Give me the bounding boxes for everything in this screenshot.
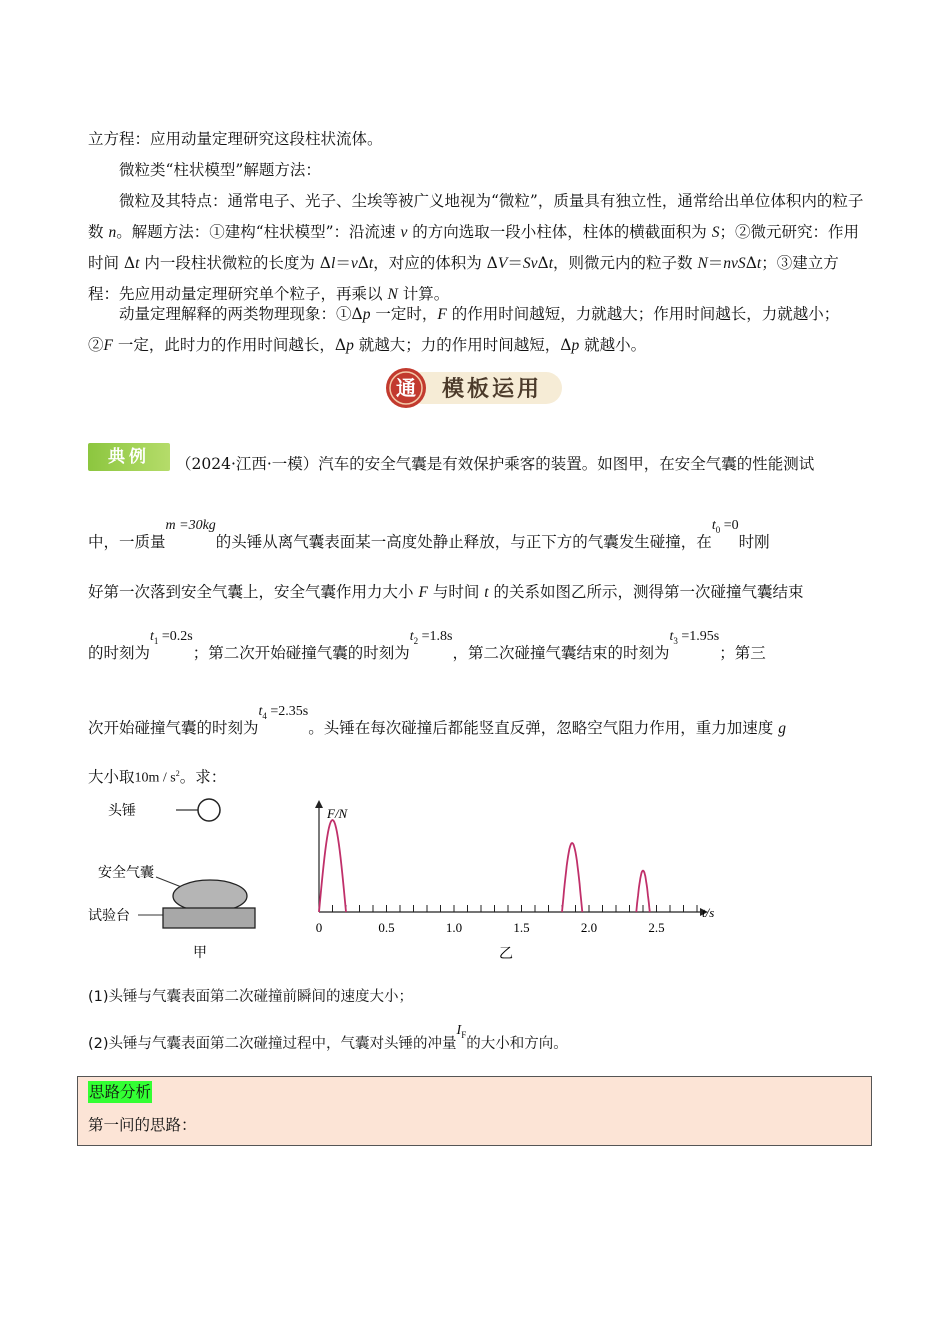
- x-tick-label: 1.5: [513, 920, 530, 935]
- text-run: ＝: [507, 254, 523, 272]
- text-run: 。求：: [179, 768, 227, 786]
- t2-symbol: t: [409, 629, 414, 644]
- symbol-g: g: [778, 720, 786, 737]
- airbag-ellipse: [173, 880, 247, 912]
- example-line-1: [176, 452, 950, 474]
- symbol-S: S: [711, 224, 720, 241]
- t1-subscript: 1: [153, 636, 159, 646]
- text-run: 动量定理解释的两类物理现象：①Δ: [119, 305, 363, 323]
- analysis-text: 第一问的思路：: [88, 1116, 197, 1134]
- text-run: 的时刻为: [88, 644, 151, 662]
- t0-value: =0: [720, 518, 739, 533]
- text-run: ；②微元研究：作用时间 Δ: [88, 223, 859, 272]
- text-run: 的大小和方向。: [466, 1036, 568, 1052]
- text-run: Δ: [745, 254, 757, 272]
- text-run: 次开始碰撞气囊的时刻为: [88, 719, 259, 737]
- symbol-t: t: [756, 255, 762, 272]
- symbol-N: N: [387, 286, 398, 303]
- hammer-circle: [198, 799, 220, 821]
- t4-formula: [259, 704, 309, 720]
- symbol-N: N: [697, 255, 708, 272]
- t2-value: =1.8s: [418, 629, 453, 644]
- t4-symbol: t: [258, 704, 263, 719]
- text-run: ，第二次碰撞气囊结束的时刻为: [452, 644, 670, 662]
- paragraph-3: [88, 186, 864, 310]
- symbol-V: V: [497, 255, 508, 272]
- question-2: [88, 1023, 868, 1053]
- impulse-symbol: [457, 1023, 467, 1039]
- example-badge: 典例: [88, 443, 170, 471]
- figure-yi-chart: [300, 790, 740, 970]
- question-1-text: (1)头锤与气囊表面第二次碰撞前瞬间的速度大小；: [88, 989, 414, 1005]
- symbol-F: F: [103, 337, 113, 354]
- symbol-t: t: [368, 255, 374, 272]
- example-line-3: [88, 580, 868, 602]
- impulse-I: I: [456, 1023, 462, 1038]
- label-hammer: 头锤: [108, 803, 136, 819]
- paragraph-1: [88, 124, 864, 155]
- symbol-v: v: [350, 255, 358, 272]
- symbol-Sv: Sv: [522, 255, 538, 272]
- symbol-t: t: [484, 584, 489, 601]
- text-run: ；③建立方程：先应用动量定理研究单个粒子，再乘以: [88, 254, 839, 303]
- example-line-6: [88, 765, 868, 787]
- text-run: Δ: [537, 254, 549, 272]
- text-run: 的方向选取一段小柱体，柱体的横截面积为: [407, 223, 712, 241]
- text-run: 大小取: [88, 768, 135, 786]
- t3-subscript: 3: [673, 636, 678, 646]
- gravity-value-text: 10m / s: [134, 771, 176, 786]
- t1-value: =0.2s: [158, 629, 193, 644]
- chart-ticks: [316, 905, 697, 935]
- label-airbag: 安全气囊: [98, 865, 154, 881]
- text-run: ＝: [707, 254, 724, 272]
- paragraph-4: [88, 299, 864, 361]
- x-tick-label: 0: [315, 920, 323, 935]
- text-run: ，则微元内的粒子数: [553, 254, 698, 272]
- text-run: 时刚: [738, 533, 770, 551]
- example-line-5: [88, 704, 868, 738]
- figure-yi-caption: 乙: [499, 946, 513, 962]
- text-run: (2)头锤与气囊表面第二次碰撞过程中，气囊对头锤的冲量: [88, 1036, 457, 1052]
- chart-pulses: [319, 820, 650, 912]
- text-run: 就越小。: [579, 336, 647, 354]
- t3-formula: [670, 629, 720, 645]
- question-1: [88, 985, 868, 1006]
- gravity-exponent: 2: [175, 769, 180, 779]
- symbol-F: F: [437, 306, 447, 323]
- banner-circle-char: 通: [396, 376, 416, 400]
- figure-jia: [88, 790, 268, 965]
- text-run: 与时间: [427, 583, 485, 601]
- symbol-nvS: nvS: [723, 255, 746, 272]
- t0-symbol: t: [711, 518, 716, 533]
- x-axis-label: t/s: [702, 905, 715, 920]
- banner-title: 模板运用: [441, 377, 543, 402]
- paragraph-2-text: 微粒类“柱状模型”解题方法：: [119, 161, 321, 179]
- paragraph-1-text: 立方程：应用动量定理研究这段柱状流体。: [88, 130, 383, 148]
- text-run: 内一段柱状微粒的长度为 Δ: [139, 254, 331, 272]
- t3-value: =1.95s: [677, 629, 720, 644]
- symbol-F: F: [418, 584, 428, 601]
- example-line-2: [88, 518, 868, 552]
- text-run: 计算。: [397, 285, 450, 303]
- text-run: 的作用时间越短，力就越大；作用时间越长，力就越小；②: [88, 305, 840, 354]
- force-pulse: [562, 843, 582, 912]
- text-run: ＝: [335, 254, 351, 272]
- symbol-v: v: [400, 224, 408, 241]
- t2-formula: [410, 629, 453, 645]
- symbol-p: p: [362, 306, 371, 323]
- label-table: 试验台: [88, 908, 130, 924]
- t1-formula: [150, 629, 193, 645]
- paragraph-2: [88, 155, 864, 186]
- t1-symbol: t: [150, 629, 154, 644]
- figure-jia-caption: 甲: [193, 945, 207, 961]
- impulse-subscript: F: [461, 1030, 467, 1040]
- mass-formula: m =30kg: [165, 518, 216, 533]
- y-axis-arrow: [315, 800, 323, 808]
- symbol-n: n: [108, 224, 117, 241]
- analysis-title: 思路分析: [89, 1083, 152, 1101]
- text-run: 的关系如图乙所示，测得第一次碰撞气囊结束: [488, 583, 804, 601]
- t4-value: =2.35s: [266, 704, 309, 719]
- text-run: 好第一次落到安全气囊上，安全气囊作用力大小: [88, 583, 419, 601]
- x-tick-label: 0.5: [378, 920, 395, 935]
- analysis-box: [77, 1076, 872, 1146]
- text-run: ；第三: [719, 644, 766, 662]
- symbol-l: l: [331, 255, 336, 272]
- force-pulse: [319, 820, 346, 912]
- text-run: 。头锤在每次碰撞后都能竖直反弹，忽略空气阻力作用，重力加速度: [308, 719, 779, 737]
- symbol-p: p: [571, 337, 580, 354]
- section-banner: [384, 366, 564, 410]
- t3-symbol: t: [669, 629, 674, 644]
- text-run: ；第二次开始碰撞气囊的时刻为: [192, 644, 410, 662]
- test-table: [163, 908, 255, 928]
- example-line-4: [88, 629, 868, 663]
- text-run: （2024·江西·一模）汽车的安全气囊是有效保护乘客的装置。如图甲，在安全气囊的性能测试: [176, 455, 815, 473]
- gravity-value: [135, 769, 180, 787]
- text-run: 一定，此时力的作用时间越长，Δ: [112, 336, 347, 354]
- x-tick-label: 2.0: [580, 920, 598, 935]
- text-run: 中，一质量: [88, 533, 166, 551]
- text-run: 的头锤从离气囊表面某一高度处静止释放，与正下方的气囊发生碰撞，在: [215, 533, 712, 551]
- t4-subscript: 4: [262, 711, 267, 721]
- t0-subscript: 0: [715, 525, 721, 535]
- banner-graphic: [384, 366, 564, 410]
- text-run: 微粒及其特点：通常电子、光子、尘埃等被广义地视为“微粒”，质量具有独立性，通常给出单位体积内的粒子数: [88, 192, 864, 241]
- symbol-t: t: [548, 255, 553, 272]
- text-run: 。解题方法：①建构“柱状模型”：沿流速: [116, 223, 401, 241]
- t0-formula: [712, 518, 739, 534]
- x-tick-label: 1.0: [445, 920, 463, 935]
- text-run: 就越大；力的作用时间越短，Δ: [353, 336, 572, 354]
- text-run: ，对应的体积为 Δ: [373, 254, 498, 272]
- x-tick-label: 2.5: [648, 920, 665, 935]
- t2-subscript: 2: [413, 636, 419, 646]
- y-axis-label: F/N: [327, 806, 348, 821]
- text-run: Δ: [357, 254, 369, 272]
- text-run: 一定时，: [370, 305, 438, 323]
- symbol-p: p: [346, 337, 354, 354]
- symbol-t: t: [135, 255, 140, 272]
